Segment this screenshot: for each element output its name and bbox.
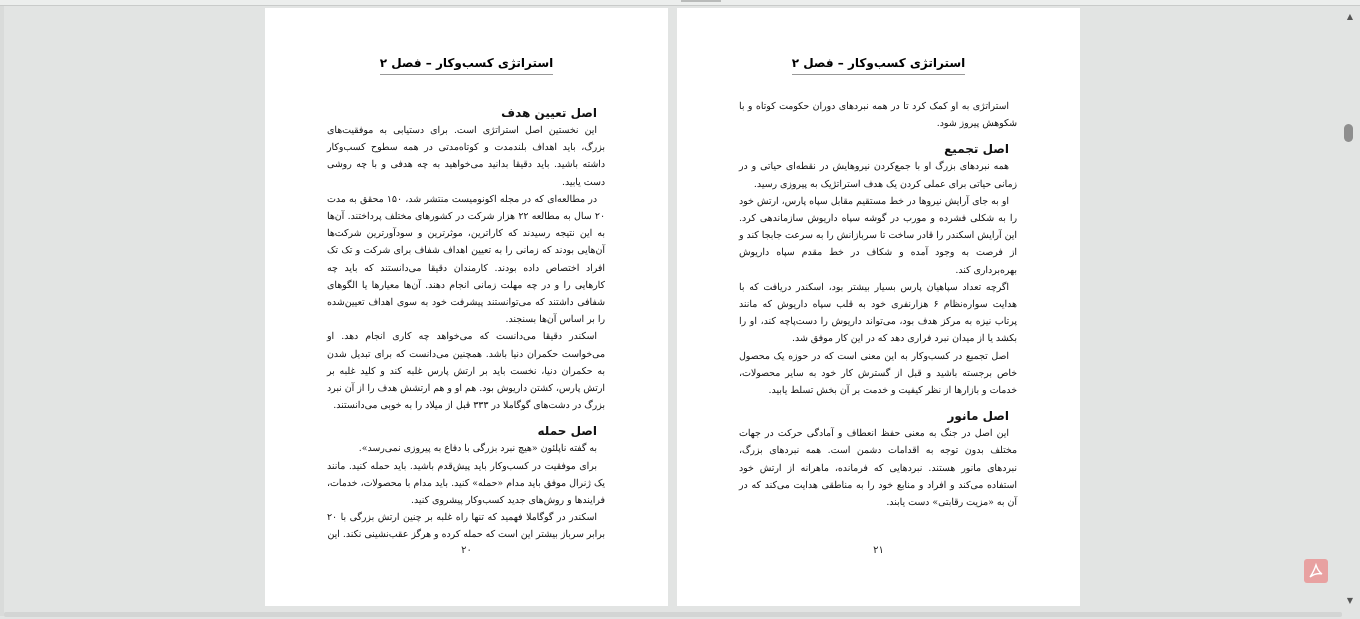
paragraph: در مطالعه‌ای که در مجله اکونومیست منتشر شد، ۱۵۰ محقق به مدت ۲۰ سال به مطالعه ۲۲ هزار شرکت در کشورهای مختلف پرداختند. آن‌ها به این نتیجه رسیدند که کاراترین، موثرترین و سودآورترین شرکت‌ها آن‌هایی بودند که زمانی را به تعیین اهداف شفاف برای شرکت و تک تک افراد اختصاص داده بودند. کارمندان دقیقا می‌دانستند که باید چه کارهایی را و در چه مهلت زمانی انجام دهند. آن‌ها معیارها یا الگوهای شفافی داشتند که می‌توانستند پیشرفت خود به سوی اهداف تعیین‌شده را بر اساس آن‌ها بسنجند.: [327, 193, 605, 326]
page-21: [677, 8, 1080, 606]
section-heading: اصل تعیین هدف: [501, 106, 597, 120]
paragraph: برای موفقیت در کسب‌وکار باید پیش‌قدم باشید. باید حمله کنید. مانند یک ژنرال موفق باید مدام «حمله» کنید. باید مدام با محصولات، خدمات، فرایندها و روش‌های جدید کسب‌وکار پیشروی کنید.: [327, 460, 605, 507]
paragraph: اسکندر دقیقا می‌دانست که می‌خواهد چه کاری انجام دهد. او می‌خواست حکمران دنیا باشد. همچنین می‌دانست که برای تبدیل شدن به حکمران دنیا، نخست باید بر ارتش پارس غلبه کند و کلید غلبه بر ارتش پارس، کشتن داریوش بود. هم او و هم ارتشش هدف را از آن نبرد بزرگ در دشت‌های گوگاملا در ۳۳۳ قبل از میلاد را به خوبی می‌دانستند.: [327, 331, 605, 412]
toolbar-edge: [0, 0, 1360, 6]
paragraph: اگرچه تعداد سپاهیان پارس بسیار بیشتر بود، اسکندر دریافت که با هدایت سواره‌نظام ۶ هزارنفری خود به قلب سپاه داریوش که مانند پرتاب نیزه به مرکز هدف بود، می‌تواند داریوش را دست‌پاچه کند، او را بکشد یا از میدان نبرد فراری دهد که در این کار موفق شد.: [739, 281, 1017, 345]
scroll-up-arrow-icon[interactable]: ▲: [1346, 12, 1354, 21]
pdf-acrobat-icon[interactable]: [1304, 559, 1328, 583]
paragraph: همه نبردهای بزرگ او با جمع‌کردن نیروهایش در نقطه‌ای حیاتی و در زمانی حیاتی برای عملی کردن یک هدف استراتژیک به پیروزی رسید.: [739, 161, 1017, 190]
section-heading: اصل تجمیع: [944, 142, 1009, 157]
page-content: [739, 98, 1017, 511]
page-header: [677, 52, 1080, 75]
paragraph: به گفته ناپلئون «هیچ نبرد بزرگی با دفاع به پیروزی نمی‌رسد».: [358, 443, 597, 455]
pdf-acrobat-glyph: [1307, 562, 1325, 580]
page-number: ۲۱: [873, 545, 884, 556]
page-header-title: استراتژی کسب‌وکار – فصل ۲: [792, 56, 966, 75]
paragraph: اسکندر در گوگاملا فهمید که تنها راه غلبه بر چنین ارتش بزرگی با ۲۰ برابر سرباز بیشتر این است که حمله کرده و هرگز عقب‌نشینی نکند. این: [327, 512, 605, 541]
paragraph: او به جای آرایش نیروها در خط مستقیم مقابل سپاه پارس، ارتش خود را به شکلی فشرده و مورب در گوشه سپاه داریوش سازماندهی کرد. این آرایش اسکندر را قادر ساخت تا سربازانش را به سرعت جابجا کند و از فرصت به وجود آمده و شکاف در خط مقدم سپاه داریوش بهره‌برداری کند.: [739, 195, 1017, 276]
paragraph: این نخستین اصل استراتژی است. برای دستیابی به موفقیت‌های بزرگ، باید اهداف بلندمدت و کوتاه‌مدتی در همه سطوح کسب‌وکار داشته باشید. باید دقیقا بدانید می‌خواهید به چه هدفی و با چه روشی دست یابید.: [327, 125, 605, 188]
viewer-left-edge: [0, 6, 4, 616]
paragraph: این اصل در جنگ به معنی حفظ انعطاف و آمادگی حرکت در جهات مختلف بدون توجه به اقدامات دشمن است. همه نبردهای بزرگ، نبردهای مانور هستند. نبردهایی که فرمانده، ماهرانه از ارتش خود استفاده می‌کند و افراد و منابع خود را به مناطقی هدایت می‌کند که در آن به «مزیت رقابتی» دست یابند.: [739, 428, 1017, 509]
horizontal-scroll-track[interactable]: [4, 612, 1342, 617]
page-header: [265, 52, 668, 75]
paragraph: استراتژی به او کمک کرد تا در همه نبردهای دوران حکومت کوتاه و با شکوهش پیروز شود.: [739, 101, 1017, 130]
scroll-down-arrow-icon[interactable]: ▼: [1346, 596, 1354, 605]
vertical-scrollbar[interactable]: [1342, 6, 1358, 614]
page-header-title: استراتژی کسب‌وکار – فصل ۲: [380, 56, 554, 75]
paragraph: اصل تجمیع در کسب‌وکار به این معنی است که در حوزه یک محصول خاص برجسته باشید و قبل از گسترش کار خود به سایر محصولات، خدمات و بازارها از نظر کیفیت و خدمت بر آن بخش تسلط یابید.: [739, 350, 1017, 397]
page-20: [265, 8, 668, 606]
page-number: ۲۰: [461, 545, 472, 556]
toolbar-tab-handle[interactable]: [681, 0, 721, 2]
section-heading: اصل حمله: [537, 424, 597, 439]
scroll-thumb[interactable]: [1344, 124, 1353, 142]
section-heading: اصل مانور: [947, 409, 1009, 424]
page-content: [327, 96, 605, 544]
